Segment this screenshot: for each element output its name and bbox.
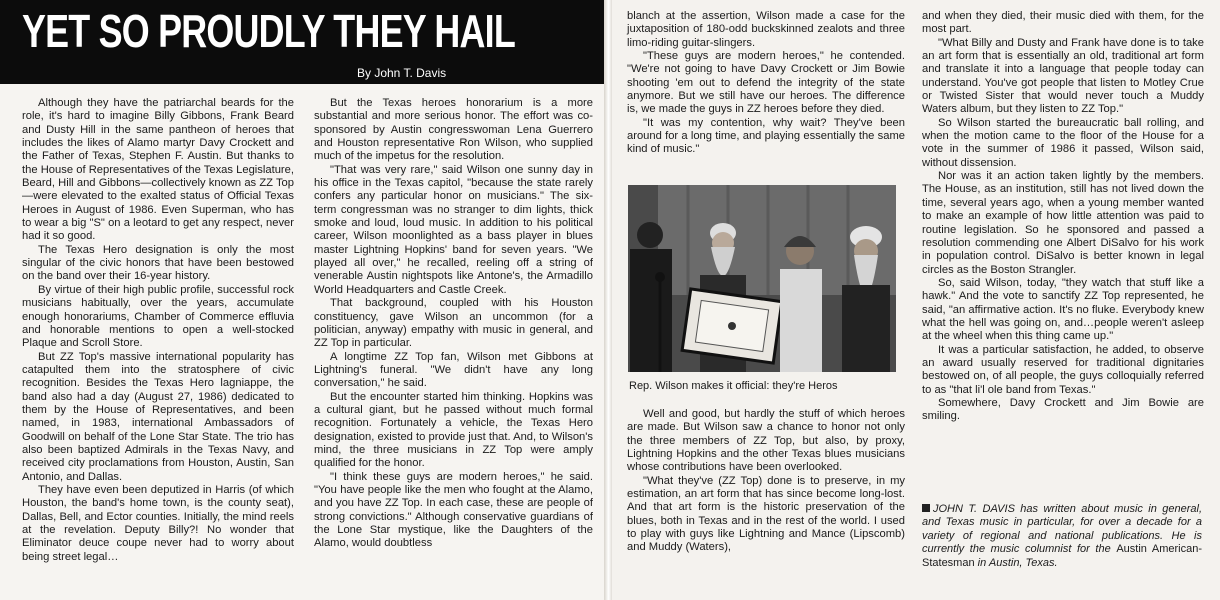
text-column-3-continued xyxy=(627,408,905,555)
paragraph: But ZZ Top's massive international popularity has catapulted them into the stratosphere of civic recognition. Besides the Texas Hero lagniappe, the band also had a day (August 27, 1986) dedicated to them by the House of Representatives, and been named, in 1983, international Ambassadors of Goodwill on behalf of the Lone Star State. The trio has also been baptized Admirals in the Texas Navy, and received city proclamations from Houston, Austin, San Antonio, and Dallas. xyxy=(22,350,294,483)
paragraph: But the encounter started him thinking. Hopkins was a cultural giant, but he passed without much formal recognition. Fortunately a vehicle, the Texas Hero designation, existed to provide just that. And, to Wilson's mind, the three musicians in ZZ Top were amply qualified for the honor. xyxy=(314,390,593,470)
paragraph: "That was very rare," said Wilson one sunny day in his office in the Texas capitol, "because the state rarely confers any particular honor on musicians." The six-term congressman was no stranger to dim lights, thick smoke and loud, loud music. In addition to his political career, Wilson moonlighted as a bass player in blues master Lightning Hopkins' band for seven years. "We played all over," he recalled, reeling off a string of venerable Austin nightspots like Antone's, the Armadillo World Headquarters and Castle Creek. xyxy=(314,163,593,296)
paragraph: blanch at the assertion, Wilson made a case for the juxtaposition of 180-odd buckskinned zealots and three limo-riding guitar-slingers. xyxy=(627,10,905,49)
bio-location: in Austin, Texas. xyxy=(974,556,1058,569)
left-page xyxy=(0,0,606,600)
paragraph: So, said Wilson, today, "they watch that stuff like a hawk." And the vote to sanctify ZZ Top represented, he said, "an affirmative action. It's no fluke. Everybody knew what the hell was going on, and…people weren't asleep at the wheel when this thing came up." xyxy=(922,276,1204,343)
text-column-3 xyxy=(627,10,905,157)
paragraph: That background, coupled with his Houston constituency, gave Wilson an uncommon (for a politician, anyway) empathy with music in general, and ZZ Top in particular. xyxy=(314,297,593,350)
right-page xyxy=(612,0,1220,600)
paragraph: Nor was it an action taken lightly by the members. The House, as an institution, still has not lived down the time, several years ago, when a young member wanted to make an example of how little attention was paid to routine legislation. So he sponsored and passed a resolution commending one Albert DiSalvo for his work in population control. DiSalvo is better known in legal circles as the Boston Strangler. xyxy=(922,170,1204,276)
paragraph: By virtue of their high public profile, successful rock musicians habitually, over the years, accumulate enough honorariums, Chamber of Commerce effluvia and honorable mentions to open a well-stocked Plaque and Scroll Store. xyxy=(22,283,294,350)
byline: By John T. Davis xyxy=(357,66,447,80)
paragraph: Well and good, but hardly the stuff of which heroes are made. But Wilson saw a chance to honor not only the three members of ZZ Top, but also, by proxy, Lightning Hopkins and the other Texas blues musicians whose contributions have been overlooked. xyxy=(627,408,905,474)
paragraph: So Wilson started the bureaucratic ball rolling, and when the motion came to the floor of the House for a vote in the summer of 1986 it passed, Wilson said, without dissension. xyxy=(922,116,1204,169)
bio-newspaper: Austin American-Statesman xyxy=(922,543,1202,569)
title-banner xyxy=(0,0,606,84)
paragraph: It was a particular satisfaction, he added, to observe an award usually reserved for traditional dignitaries bestowed on, of all people, the guys colloquially referred to as "that li'l ole band from Texas." xyxy=(922,343,1204,396)
text-column-4 xyxy=(922,10,1204,424)
band-photo-illustration xyxy=(628,185,896,372)
paragraph: "It was my contention, why wait? They've been around for a long time, and playing essentially the same kind of music." xyxy=(627,116,905,156)
text-column-2 xyxy=(314,97,593,551)
bio-text: JOHN T. DAVIS has written about music in general, and Texas music in particular, for over a decade for a variety of regional and national publications. He is currently the music columnist for the xyxy=(922,503,1202,556)
paragraph: A longtime ZZ Top fan, Wilson met Gibbons at Lightning's funeral. "We didn't have any long conversation," he said. xyxy=(314,350,593,390)
paragraph: "These guys are modern heroes," he contended. "We're not going to have Davy Crockett or Jim Bowie shooting 'em out to defend the integrity of the state anymore. But we still have our heroes. The difference is, we made the guys in ZZ heroes before they died. xyxy=(627,50,905,116)
paragraph: "I think these guys are modern heroes," he said. "You have people like the men who fought at the Alamo, and you have ZZ Top. In each case, these are people of strong convictions." Although conservative guardians of the Lone Star mystique, like the Daughters of the Alamo, would doubtless xyxy=(314,470,593,550)
square-bullet-icon xyxy=(922,504,930,512)
paragraph: and when they died, their music died with them, for the most part. xyxy=(922,10,1204,36)
paragraph: Somewhere, Davy Crockett and Jim Bowie are smiling. xyxy=(922,396,1204,423)
paragraph: Although they have the patriarchal beards for the role, it's hard to imagine Billy Gibbons, Frank Beard and Dusty Hill in the same pantheon of heroes that includes the likes of Alamo martyr Davy Crockett and the Father of Texas, Stephen F. Austin. But thanks to the House of Representatives of the Texas Legislature, Beard, Hill and Gibbons—collectively known as ZZ Top—were elevated to the exalted status of Official Texas Heroes in August of 1986. Even Superman, who has to wear a big "S" on a leotard to get any respect, never had it so good. xyxy=(22,97,294,243)
band-photo xyxy=(628,185,896,372)
paragraph: They have even been deputized in Harris (of which Houston, the band's home town, is the county seat), Dallas, Bell, and Ector counties. Initially, the mind reels at the revelation. Deputy Billy?! No wonder that Eliminator deuce coupe never had to worry about being street legal… xyxy=(22,483,294,563)
article-title: YET SO PROUDLY THEY HAIL xyxy=(22,5,516,57)
paragraph: The Texas Hero designation is only the most singular of the civic honors that have been bestowed on the band over their 16-year history. xyxy=(22,243,294,283)
text-column-1 xyxy=(22,97,294,564)
author-bio xyxy=(922,503,1202,570)
photo-caption: Rep. Wilson makes it official: they're Heros xyxy=(629,380,838,392)
paragraph: "What Billy and Dusty and Frank have done is to take an art form that is essentially an old, traditional art form and translate it into a language that people today can understand. You've got people that listen to Motley Crue or Twisted Sister that would never touch a Muddy Waters album, but they listen to ZZ Top." xyxy=(922,36,1204,116)
paragraph: "What they've (ZZ Top) done is to preserve, in my estimation, an art form that has since become long-lost. And that art form is the historic preservation of the blues, both in Texas and in the rest of the world. I used to play with guys like Lightning and Mance (Lipscomb) and Muddy (Waters), xyxy=(627,474,905,554)
paragraph: But the Texas heroes honorarium is a more substantial and more serious honor. The effort was co-sponsored by Austin congresswoman Lena Guerrero and Houston representative Ron Wilson, who supplied much of the impetus for the resolution. xyxy=(314,97,593,163)
